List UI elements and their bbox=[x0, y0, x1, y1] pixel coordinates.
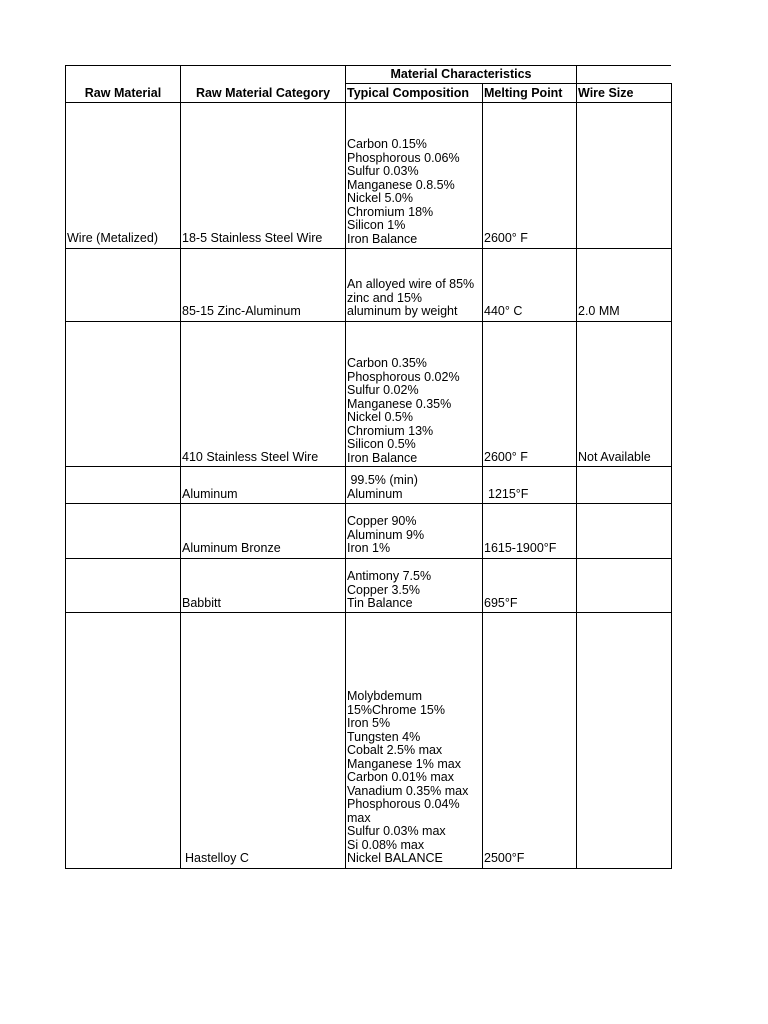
composition-line: Si 0.08% max bbox=[347, 837, 425, 852]
composition-line: Aluminum bbox=[347, 486, 403, 501]
composition-line: Iron Balance bbox=[347, 231, 418, 246]
composition-line: Antimony 7.5% bbox=[347, 569, 432, 583]
cell-melting-point: 1215°F bbox=[488, 487, 529, 501]
composition-line: An alloyed wire of 85% bbox=[347, 277, 475, 291]
cell-category: 85-15 Zinc-Aluminum bbox=[182, 304, 301, 318]
composition-line: Copper 3.5% bbox=[347, 582, 420, 597]
composition-line: Manganese 0.8.5% bbox=[347, 177, 455, 192]
composition-line: Sulfur 0.03% bbox=[347, 164, 419, 178]
composition-line: Iron 5% bbox=[347, 716, 391, 730]
composition-line: Tungsten 4% bbox=[347, 729, 421, 744]
cell-category: Hastelloy C bbox=[185, 851, 249, 865]
composition-line: Nickel 0.5% bbox=[347, 410, 413, 424]
cell-melting-point: 695°F bbox=[484, 596, 518, 610]
cell-melting-point: 2600° F bbox=[484, 231, 528, 245]
column-divider bbox=[482, 83, 483, 869]
composition-line: Iron Balance bbox=[347, 450, 418, 465]
cell-category: Aluminum bbox=[182, 487, 238, 501]
composition-line: Silicon 0.5% bbox=[347, 437, 416, 451]
composition-line: Nickel 5.0% bbox=[347, 191, 413, 205]
cell-composition bbox=[347, 278, 474, 319]
table-border-right bbox=[671, 83, 672, 869]
table-border-top bbox=[65, 65, 671, 66]
row-divider bbox=[65, 503, 671, 504]
composition-line: Sulfur 0.03% max bbox=[347, 824, 446, 838]
column-divider bbox=[576, 65, 577, 869]
cell-category: 410 Stainless Steel Wire bbox=[182, 450, 319, 464]
composition-line: Carbon 0.01% max bbox=[347, 770, 455, 784]
cell-wire-size: Not Available bbox=[578, 450, 651, 464]
composition-line: aluminum by weight bbox=[347, 304, 458, 318]
cell-composition bbox=[347, 515, 424, 556]
cell-composition bbox=[347, 474, 418, 501]
composition-line: Iron 1% bbox=[347, 541, 391, 555]
composition-line: Manganese 1% max bbox=[347, 756, 461, 771]
row-divider bbox=[65, 321, 671, 322]
column-header-melting-point: Melting Point bbox=[484, 86, 563, 100]
composition-line: Carbon 0.35% bbox=[347, 356, 427, 370]
table-border-bottom bbox=[65, 868, 671, 869]
row-divider bbox=[65, 612, 671, 613]
composition-line: Phosphorous 0.04% bbox=[347, 797, 460, 811]
cell-melting-point: 2500°F bbox=[484, 851, 525, 865]
composition-line: 99.5% (min) bbox=[347, 473, 418, 487]
cell-composition bbox=[347, 357, 460, 465]
composition-line: Cobalt 2.5% max bbox=[347, 743, 443, 757]
composition-line: Nickel BALANCE bbox=[347, 851, 443, 865]
table-border-left bbox=[65, 65, 66, 869]
cell-melting-point: 440° C bbox=[484, 304, 523, 318]
header-bottom-border bbox=[65, 102, 671, 103]
composition-line: Chromium 13% bbox=[347, 423, 434, 438]
group-header-divider bbox=[345, 83, 671, 84]
composition-line: Molybdemum bbox=[347, 689, 423, 703]
row-divider bbox=[65, 248, 671, 249]
composition-line: Silicon 1% bbox=[347, 218, 406, 232]
cell-raw-material: Wire (Metalized) bbox=[67, 231, 158, 245]
composition-line: zinc and 15% bbox=[347, 290, 423, 305]
cell-melting-point: 2600° F bbox=[484, 450, 528, 464]
composition-line: Phosphorous 0.02% bbox=[347, 369, 460, 384]
group-header-material-characteristics: Material Characteristics bbox=[390, 67, 532, 81]
composition-line: Chromium 18% bbox=[347, 204, 434, 219]
cell-composition bbox=[347, 690, 468, 866]
composition-line: Copper 90% bbox=[347, 514, 417, 528]
row-divider bbox=[65, 558, 671, 559]
cell-melting-point: 1615-1900°F bbox=[484, 541, 557, 555]
column-header-raw-material: Raw Material bbox=[84, 86, 162, 100]
column-header-typical-composition: Typical Composition bbox=[347, 86, 469, 100]
composition-line: Sulfur 0.02% bbox=[347, 383, 419, 397]
cell-category: Aluminum Bronze bbox=[182, 541, 281, 555]
cell-wire-size: 2.0 MM bbox=[578, 304, 620, 318]
composition-line: Tin Balance bbox=[347, 596, 413, 610]
column-header-raw-material-category: Raw Material Category bbox=[195, 86, 331, 100]
composition-line: Aluminum 9% bbox=[347, 527, 425, 542]
composition-line: Vanadium 0.35% max bbox=[347, 783, 469, 798]
composition-line: max bbox=[347, 810, 371, 825]
column-divider bbox=[180, 65, 181, 869]
composition-line: Manganese 0.35% bbox=[347, 396, 452, 411]
composition-line: 15%Chrome 15% bbox=[347, 702, 445, 717]
column-divider bbox=[345, 65, 346, 869]
column-header-wire-size: Wire Size bbox=[578, 86, 634, 100]
cell-composition bbox=[347, 138, 460, 246]
composition-line: Phosphorous 0.06% bbox=[347, 150, 460, 165]
row-divider bbox=[65, 466, 671, 467]
cell-category: Babbitt bbox=[182, 596, 221, 610]
composition-line: Carbon 0.15% bbox=[347, 137, 427, 151]
cell-category: 18-5 Stainless Steel Wire bbox=[182, 231, 323, 245]
cell-composition bbox=[347, 570, 431, 611]
